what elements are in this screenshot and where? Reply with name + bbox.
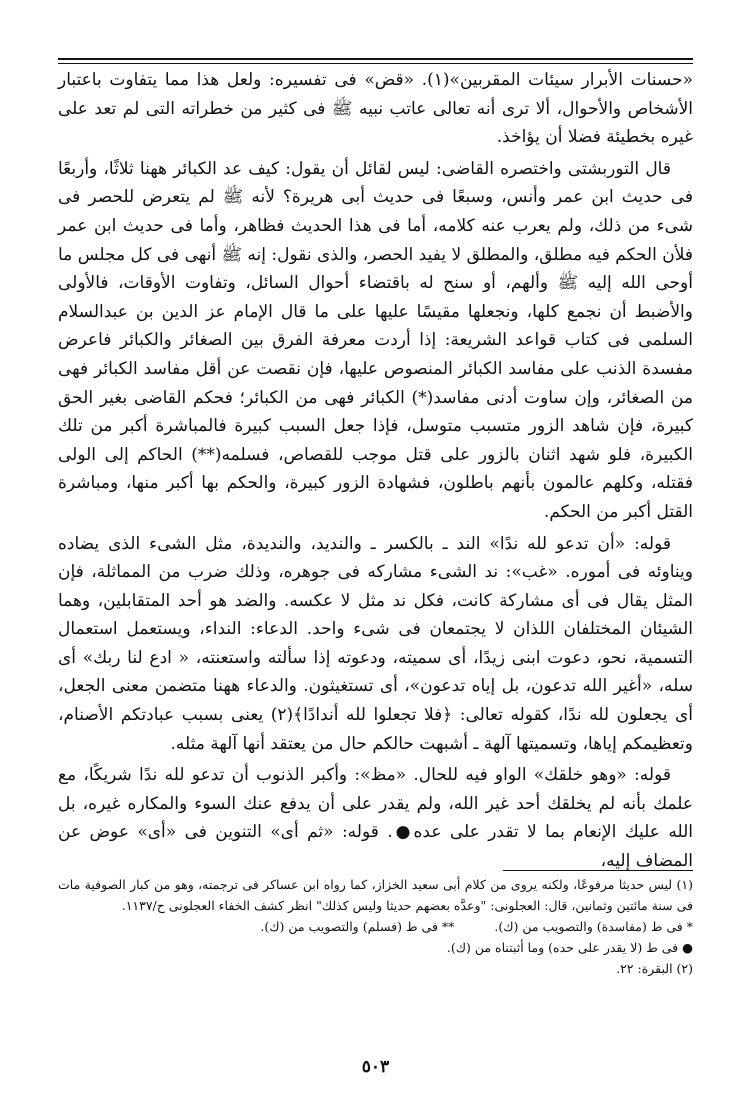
- paragraph: قوله: «وهو خلقك» الواو فيه للحال. «مظ»: وأكبر الذنوب أن تدعو لله ندًا شريكًا، مع علمك بأنه لم يخلقك أحد غير الله، ولم يقدر على أن يدفع عنك السوء والمكاره غيره، بل الله عليك الإنعام بما لا تقدر على عده●. قوله: «ثم أى» التنوين فى «أى» عوض عن المضاف إليه،: [58, 765, 693, 872]
- header-rule-thin: [58, 63, 693, 64]
- header-rule: [58, 58, 693, 60]
- paragraph: «حسنات الأبرار سيئات المقربين»(١). «قض» فى تفسيره: ولعل هذا مما يتفاوت باعتبار الأشخاص والأحوال، ألا ترى أنه تعالى عاتب نبيه ﷺ فى كثير من خطراته التى لم تعد على غيره بخطيئة فضلا أن يؤاخذ.: [58, 70, 693, 148]
- footnote-1: (١) ليس حديثا مرفوعًا، ولكنه يروى من كلام أبى سعيد الخزاز، كما رواه ابن عساكر فى ترجمته، وهو من كبار الصوفية مات فى سنة مائتين وثمانين، قال: العجلونى: "وعدَّه بعضهم حديثا وليس كذلك" انظر كشف الخفاء العجلونى ح/١١٣٧.: [58, 877, 693, 913]
- paragraph: قوله: «أن تدعو لله ندًا» الند ـ بالكسر ـ والنديد، والنديدة، مثل الشىء الذى يضاده ويناوئه فى أموره. «غب»: ند الشىء مشاركه فى جوهره، وذلك ضرب من المماثلة، فإن المثل يقال فى أى مشاركة كانت، فكل ند مثل لا عكسه. والضد هو أحد المتقابلين، وهما الشيئان المختلفان اللذان لا يجتمعان فى شىء واحد. الدعاء: النداء، ويستعمل استعمال التسمية، نحو، دعوت ابنى زيدًا، أى سميته، ودعوته إذا سألته واستعنته، « ادع لنا ربك» أى سله، «أغير الله تدعون، بل إياه تدعون»، أى تستغيثون. والدعاء ههنا متضمن معنى الجعل، أى يجعلون لله ندًا، كقوله تعالى: ﴿فلا تجعلوا لله أندادًا﴾(٢) يعنى بسبب عبادتكم الأصنام، وتعظيمكم إياها، وتسميتها آلهة ـ أشبهت حالكم حال من يعتقد أنها آلهة مثله.: [58, 533, 693, 754]
- page-number: ٥٠٣: [361, 1057, 390, 1077]
- footnote-star-1: * فى ط (مفاسدة) والتصويب من (ك).: [494, 919, 693, 934]
- footnote-rule: [503, 870, 693, 871]
- body-text: [58, 66, 693, 879]
- footnote-star-2: ** فى ط (فسلم) والتصويب من (ك).: [260, 919, 455, 934]
- footnote-star-row: [58, 916, 693, 937]
- footnote-dot: ● فى ط (لا يقدر على حده) وما أثبتناه من (ك).: [446, 940, 693, 955]
- paragraph: قال التوربشتى واختصره القاضى: ليس لقائل أن يقول: كيف عد الكبائر ههنا ثلاثًا، وأربعًا فى حديث ابن عمر وأنس، وسبعًا فى حديث أبى هريرة؟ لأنه ﷺ لم يتعرض للحصر فى شىء من ذلك، ولم يعرب عنه كلامه، أما فى هذا الحديث فظاهر، وأما فى حديث ابن عمر فلأن الحكم فيه مطلق، والمطلق لا يفيد الحصر، والذى نقول: إنه ﷺ أنهى فى كل مجلس ما أوحى الله إليه ﷺ وألهم، أو سنح له باقتضاء أحوال السائل، وتفاوت الأوقات، فالأولى والأضبط أن نجمع كلها، ونجعلها مقيسًا عليها على ما قال الإمام عز الدين بن عبدالسلام السلمى فى كتاب قواعد الشريعة: إذا أردت معرفة الفرق بين الصغائر والكبائر فاعرض مفسدة الذنب على مفاسد الكبائر المنصوص عليها، فإن نقصت عن أقل مفاسد الكبائر فهى من الصغائر، وإن ساوت أدنى مفاسد(*) الكبائر فهى من الكبائر؛ فحكم القاضى بغير الحق كبيرة، فإن شاهد الزور متسبب متوسل، فإذا جعل السبب كبيرة فالمباشرة أكبر من تلك الكبيرة، فلو شهد اثنان بالزور على قتل موجب للقصاص، فسلمه(**) الحاكم إلى الولى فقتله، وكلهم عالمون بأنهم باطلون، فشهادة الزور كبيرة، والحكم بها أكبر منها، ومباشرة القتل أكبر من الحكم.: [58, 158, 694, 522]
- footnote-2: (٢) البقرة: ٢٢.: [616, 961, 693, 976]
- footnotes: [58, 874, 693, 979]
